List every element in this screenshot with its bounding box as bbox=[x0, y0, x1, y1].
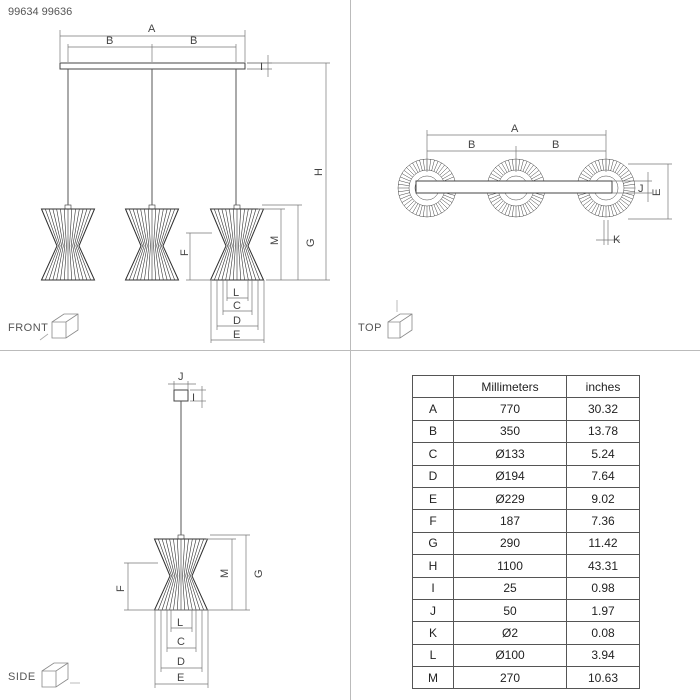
table-cell-inches: 7.64 bbox=[567, 465, 640, 487]
table-cell-letter: E bbox=[413, 487, 454, 509]
front-canopy-bar bbox=[60, 63, 245, 69]
table-row bbox=[413, 398, 640, 420]
dim-label-g: G bbox=[253, 569, 265, 578]
table-cell-inches: 10.63 bbox=[567, 667, 640, 689]
table-cell-letter: L bbox=[413, 644, 454, 666]
dim-label-i: I bbox=[260, 61, 264, 73]
side-view-cube-icon bbox=[42, 663, 80, 687]
table-cell-inches: 1.97 bbox=[567, 599, 640, 621]
table-header-row bbox=[413, 376, 640, 398]
table-row bbox=[413, 622, 640, 644]
table-header-inches: inches bbox=[567, 376, 640, 398]
dim-label-h: H bbox=[313, 168, 325, 176]
table-cell-letter: C bbox=[413, 443, 454, 465]
lamp-shade bbox=[126, 205, 179, 280]
table-cell-millimeters: Ø229 bbox=[454, 487, 567, 509]
table-row bbox=[413, 465, 640, 487]
table-cell-letter: B bbox=[413, 420, 454, 442]
dim-label-j: J bbox=[178, 371, 184, 383]
dim-label-e: E bbox=[233, 329, 241, 341]
table-cell-inches: 9.02 bbox=[567, 487, 640, 509]
dim-label-l: L bbox=[233, 287, 240, 299]
dim-label-b: B bbox=[106, 35, 114, 47]
table-cell-letter: I bbox=[413, 577, 454, 599]
table-cell-millimeters: 350 bbox=[454, 420, 567, 442]
table-cell-millimeters: Ø133 bbox=[454, 443, 567, 465]
table-cell-letter: F bbox=[413, 510, 454, 532]
table-cell-letter: J bbox=[413, 599, 454, 621]
table-cell-inches: 0.08 bbox=[567, 622, 640, 644]
table-cell-millimeters: 770 bbox=[454, 398, 567, 420]
table-header-millimeters: Millimeters bbox=[454, 376, 567, 398]
lamp-shade bbox=[42, 205, 95, 280]
top-canopy-bar bbox=[416, 181, 612, 193]
table-cell-millimeters: Ø194 bbox=[454, 465, 567, 487]
dim-label-m: M bbox=[269, 235, 281, 245]
table-cell-inches: 3.94 bbox=[567, 644, 640, 666]
table-cell-inches: 43.31 bbox=[567, 555, 640, 577]
table-cell-millimeters: 187 bbox=[454, 510, 567, 532]
dim-label-m: M bbox=[219, 568, 231, 578]
table-row bbox=[413, 532, 640, 554]
front-view-label: FRONT bbox=[8, 322, 49, 334]
table-row bbox=[413, 599, 640, 621]
dim-label-e: E bbox=[651, 188, 663, 196]
lamp-shade bbox=[211, 205, 264, 280]
table-cell-inches: 30.32 bbox=[567, 398, 640, 420]
table-cell-millimeters: Ø100 bbox=[454, 644, 567, 666]
top-view-label: TOP bbox=[358, 322, 382, 334]
table-cell-millimeters: 25 bbox=[454, 577, 567, 599]
table-row bbox=[413, 644, 640, 666]
dim-label-c: C bbox=[233, 300, 241, 312]
dim-label-a: A bbox=[511, 123, 519, 135]
dim-label-b: B bbox=[190, 35, 198, 47]
table-cell-inches: 0.98 bbox=[567, 577, 640, 599]
side-canopy bbox=[174, 390, 188, 401]
table-cell-letter: K bbox=[413, 622, 454, 644]
table-cell-millimeters: 1100 bbox=[454, 555, 567, 577]
dim-label-g: G bbox=[305, 238, 317, 247]
dimensions-table bbox=[412, 375, 640, 689]
table-cell-millimeters: 270 bbox=[454, 667, 567, 689]
lamp-shade bbox=[155, 535, 208, 610]
table-cell-inches: 11.42 bbox=[567, 532, 640, 554]
table-cell-millimeters: Ø2 bbox=[454, 622, 567, 644]
table-row bbox=[413, 577, 640, 599]
table-row bbox=[413, 420, 640, 442]
dim-label-j: J bbox=[638, 183, 644, 195]
dim-label-d: D bbox=[177, 656, 185, 668]
table-cell-letter: G bbox=[413, 532, 454, 554]
side-view-label: SIDE bbox=[8, 671, 36, 683]
top-view-cube-icon bbox=[388, 300, 412, 338]
table-cell-inches: 7.36 bbox=[567, 510, 640, 532]
table-header-letter bbox=[413, 376, 454, 398]
table-row bbox=[413, 510, 640, 532]
table-row bbox=[413, 443, 640, 465]
dim-label-b: B bbox=[468, 139, 476, 151]
dim-label-f: F bbox=[179, 249, 191, 256]
table-cell-millimeters: 50 bbox=[454, 599, 567, 621]
table-cell-inches: 13.78 bbox=[567, 420, 640, 442]
dim-label-e: E bbox=[177, 672, 185, 684]
table-cell-letter: D bbox=[413, 465, 454, 487]
dim-label-f: F bbox=[115, 585, 127, 592]
dim-label-i: I bbox=[192, 392, 196, 404]
dim-label-b: B bbox=[552, 139, 560, 151]
table-row bbox=[413, 555, 640, 577]
table-cell-inches: 5.24 bbox=[567, 443, 640, 465]
table-row bbox=[413, 667, 640, 689]
table-cell-letter: M bbox=[413, 667, 454, 689]
table-row bbox=[413, 487, 640, 509]
dim-label-k: K bbox=[613, 234, 621, 246]
product-codes: 99634 99636 bbox=[8, 6, 73, 18]
lamp-shades bbox=[42, 205, 264, 610]
table-cell-millimeters: 290 bbox=[454, 532, 567, 554]
table-cell-letter: A bbox=[413, 398, 454, 420]
dim-label-d: D bbox=[233, 315, 241, 327]
dim-label-a: A bbox=[148, 23, 156, 35]
dim-label-c: C bbox=[177, 636, 185, 648]
table-cell-letter: H bbox=[413, 555, 454, 577]
dim-label-l: L bbox=[177, 617, 184, 629]
